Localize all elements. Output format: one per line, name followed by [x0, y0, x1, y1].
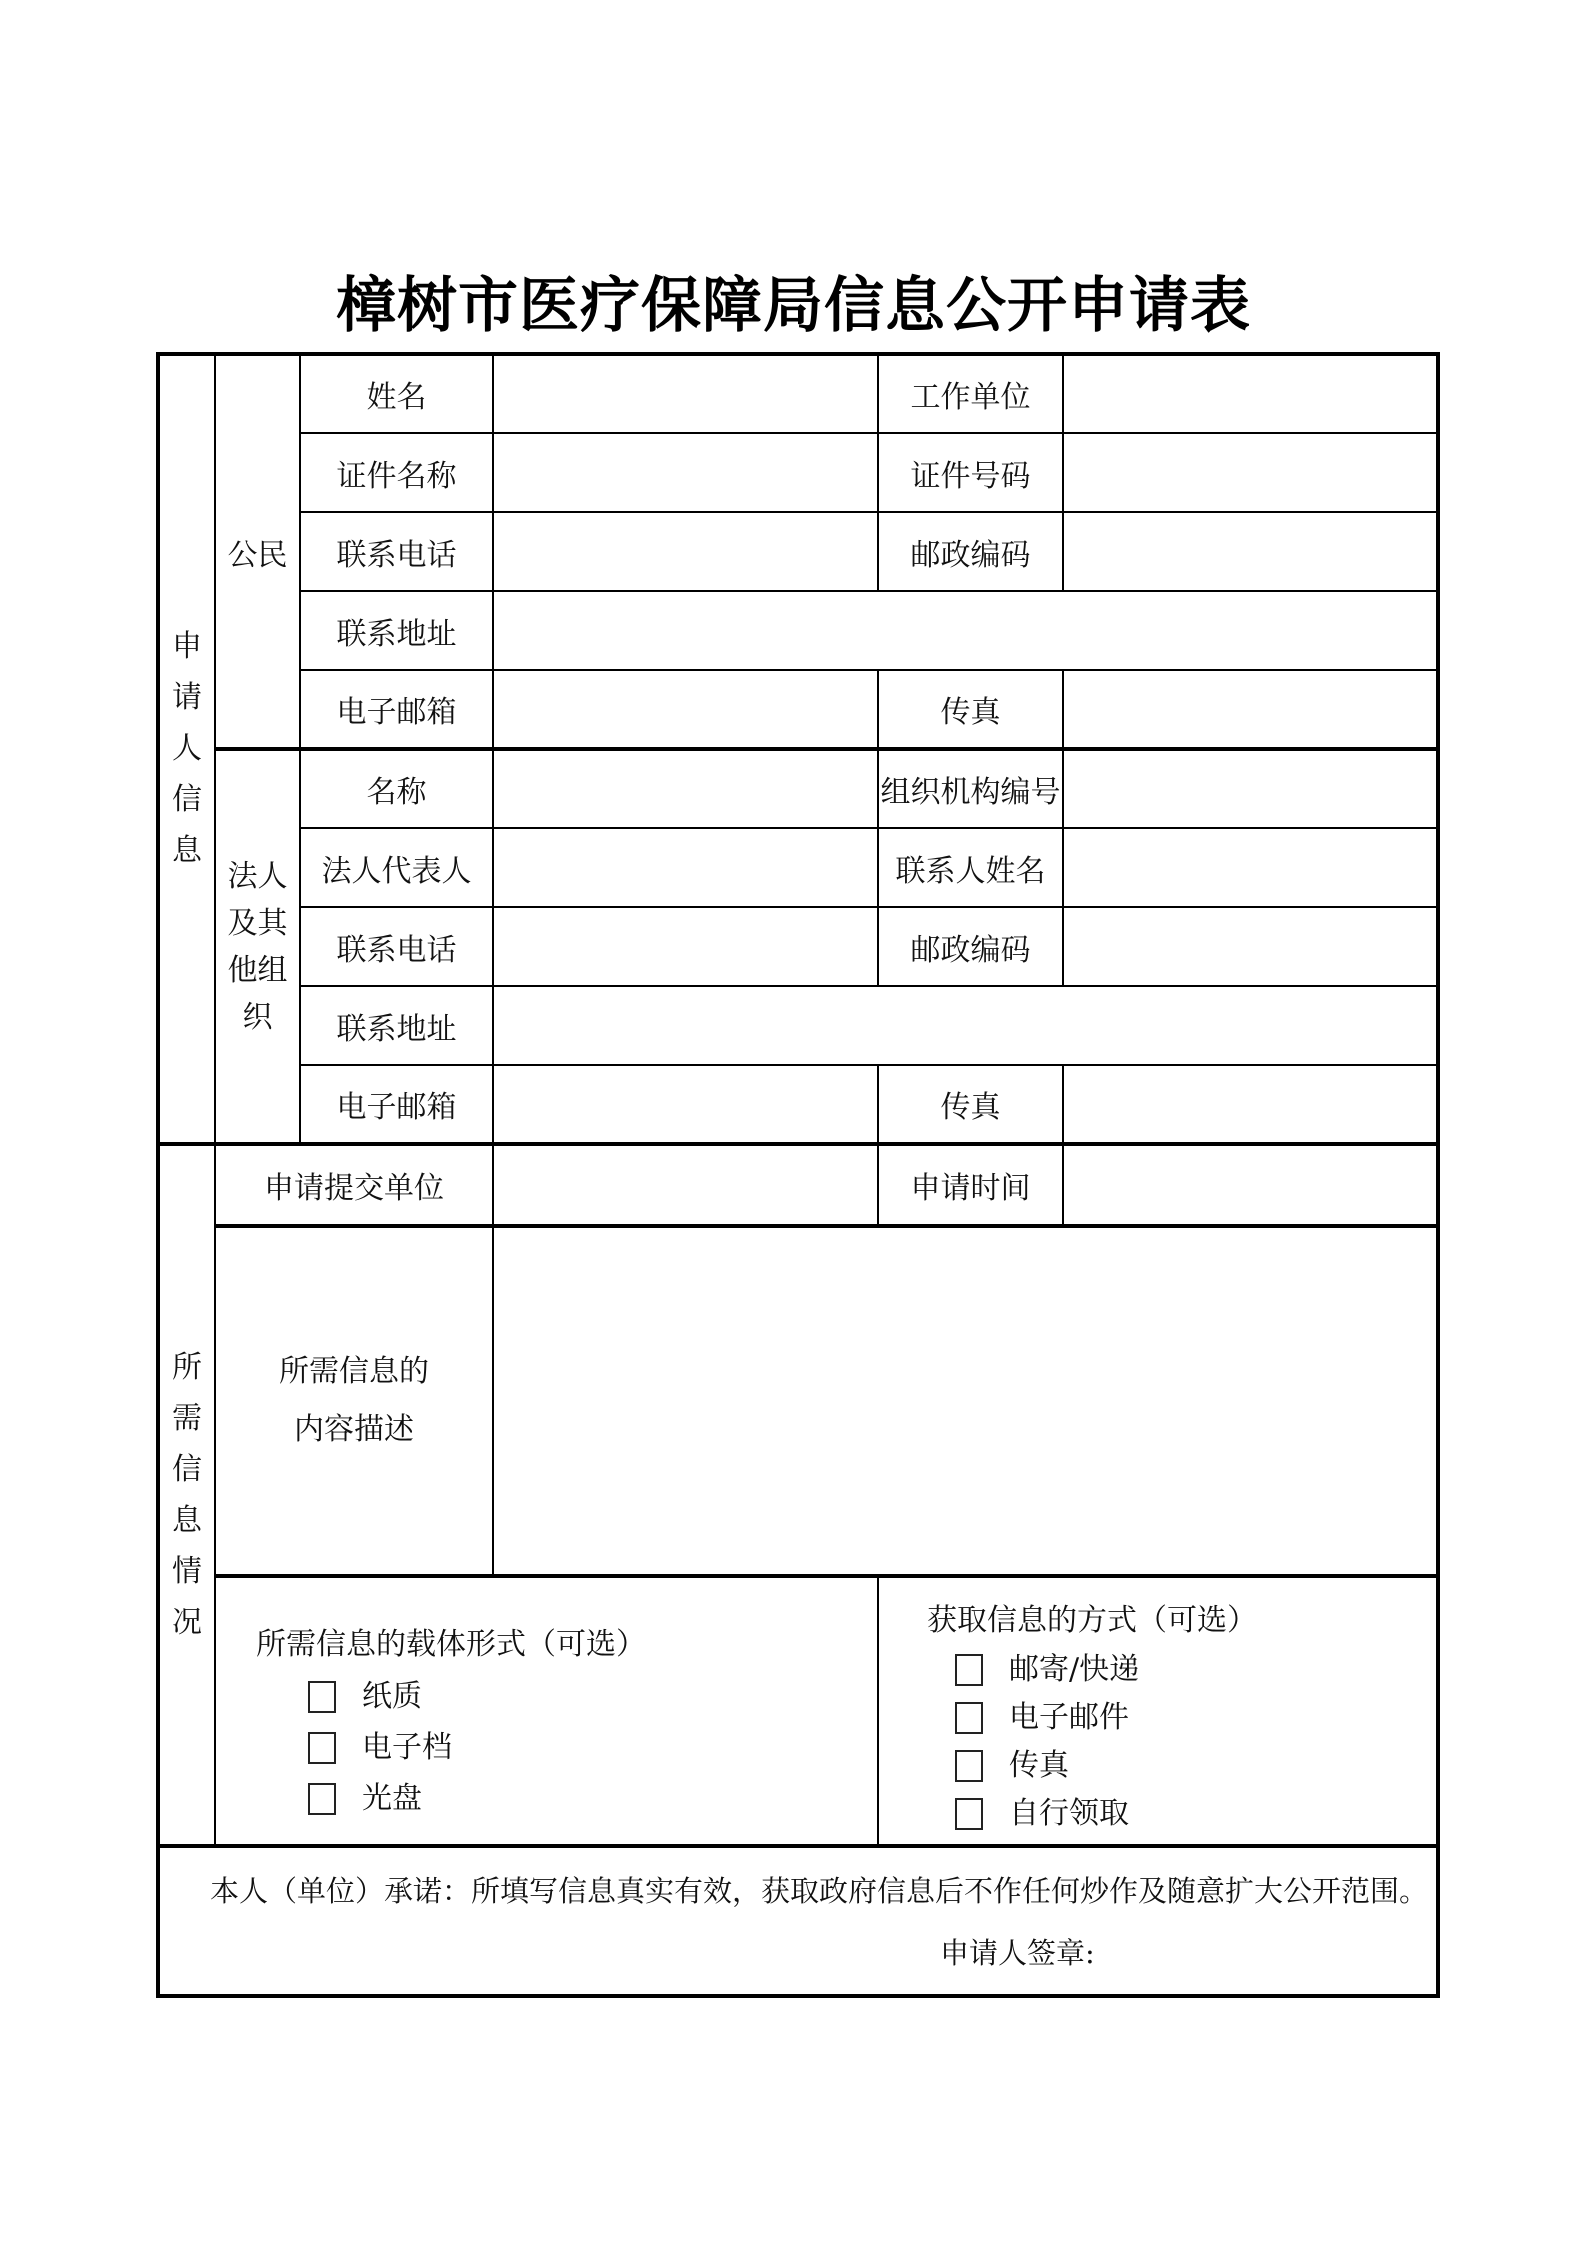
checkbox-label: 传真	[1009, 1748, 1069, 1783]
group-label-legal-org	[215, 749, 300, 1144]
input-legal-org-code[interactable]	[1063, 749, 1438, 828]
field-label-citizen-work-unit: 工作单位	[878, 354, 1063, 433]
form-row	[158, 1226, 1438, 1576]
checkbox-icon[interactable]	[955, 1750, 983, 1782]
form-row	[158, 1065, 1438, 1144]
field-label-citizen-email: 电子邮箱	[300, 670, 493, 749]
input-citizen-fax[interactable]	[1063, 670, 1438, 749]
content-description-label-line: 所需信息的	[279, 1354, 429, 1389]
input-citizen-id-number[interactable]	[1063, 433, 1438, 512]
section-label-requested-info	[158, 1144, 215, 1846]
input-citizen-id-type[interactable]	[493, 433, 878, 512]
field-label-legal-contact-name: 联系人姓名	[878, 828, 1063, 907]
checkbox-option-digital-file[interactable]	[308, 1732, 877, 1764]
form-row	[158, 512, 1438, 591]
content-description-label-line: 内容描述	[294, 1412, 414, 1447]
requested-info-vertical-label: 所 需 信 息 情 况	[172, 1349, 202, 1640]
checkbox-label: 纸质	[362, 1679, 422, 1714]
field-label-citizen-name: 姓名	[300, 354, 493, 433]
checkbox-label: 邮寄/快递	[1009, 1652, 1140, 1687]
input-citizen-name[interactable]	[493, 354, 878, 433]
carrier-format-cell	[215, 1576, 878, 1846]
field-label-citizen-phone: 联系电话	[300, 512, 493, 591]
checkbox-option-paper[interactable]	[308, 1681, 877, 1713]
application-form-table	[156, 352, 1440, 1998]
group-label-legal-org-line: 及其	[227, 905, 288, 941]
field-label-citizen-id-type: 证件名称	[300, 433, 493, 512]
group-label-legal-org-line: 法人	[227, 858, 288, 894]
input-legal-address[interactable]	[493, 986, 1438, 1065]
field-label-legal-org-code: 组织机构编号	[878, 749, 1063, 828]
form-row	[158, 1576, 1438, 1846]
form-row	[158, 354, 1438, 433]
checkbox-option-mail-express[interactable]	[955, 1654, 1436, 1686]
input-citizen-postcode[interactable]	[1063, 512, 1438, 591]
input-legal-representative[interactable]	[493, 828, 878, 907]
form-row	[158, 433, 1438, 512]
input-citizen-email[interactable]	[493, 670, 878, 749]
form-row	[158, 749, 1438, 828]
input-legal-contact-name[interactable]	[1063, 828, 1438, 907]
checkbox-option-fax[interactable]	[955, 1750, 1436, 1782]
field-label-legal-name: 名称	[300, 749, 493, 828]
field-label-citizen-id-number: 证件号码	[878, 433, 1063, 512]
form-row	[158, 591, 1438, 670]
checkbox-label: 电子邮件	[1009, 1700, 1129, 1735]
checkbox-icon[interactable]	[308, 1732, 336, 1764]
form-row	[158, 1144, 1438, 1226]
page-title: 樟树市医疗保障局信息公开申请表	[336, 271, 1251, 341]
checkbox-option-email[interactable]	[955, 1702, 1436, 1734]
checkbox-icon[interactable]	[955, 1798, 983, 1830]
input-legal-postcode[interactable]	[1063, 907, 1438, 986]
carrier-format-heading: 所需信息的载体形式（可选）	[256, 1627, 646, 1662]
checkbox-label: 自行领取	[1009, 1796, 1129, 1831]
checkbox-icon[interactable]	[308, 1783, 336, 1815]
group-label-legal-org-line: 他组	[227, 952, 288, 988]
signature-label: 申请人签章:	[940, 1936, 1095, 1970]
input-legal-fax[interactable]	[1063, 1065, 1438, 1144]
input-apply-time[interactable]	[1063, 1144, 1438, 1226]
field-label-citizen-address: 联系地址	[300, 591, 493, 670]
declaration-cell	[158, 1846, 1438, 1996]
obtain-method-cell	[878, 1576, 1438, 1846]
field-label-legal-email: 电子邮箱	[300, 1065, 493, 1144]
input-citizen-work-unit[interactable]	[1063, 354, 1438, 433]
input-submit-unit[interactable]	[493, 1144, 878, 1226]
form-row	[158, 986, 1438, 1065]
field-label-submit-unit: 申请提交单位	[215, 1144, 493, 1226]
input-citizen-address[interactable]	[493, 591, 1438, 670]
declaration-text: 本人（单位）承诺：所填写信息真实有效，获取政府信息后不作任何炒作及随意扩大公开范围。	[210, 1874, 1429, 1908]
form-row	[158, 670, 1438, 749]
form-row	[158, 1846, 1438, 1996]
checkbox-label: 电子档	[362, 1730, 452, 1765]
field-label-legal-phone: 联系电话	[300, 907, 493, 986]
checkbox-icon[interactable]	[955, 1654, 983, 1686]
field-label-content-description	[215, 1226, 493, 1576]
field-label-legal-representative: 法人代表人	[300, 828, 493, 907]
field-label-citizen-fax: 传真	[878, 670, 1063, 749]
checkbox-option-cd[interactable]	[308, 1783, 877, 1815]
applicant-section-vertical-label: 申 请 人 信 息	[172, 629, 202, 868]
input-legal-name[interactable]	[493, 749, 878, 828]
field-label-legal-postcode: 邮政编码	[878, 907, 1063, 986]
input-legal-phone[interactable]	[493, 907, 878, 986]
checkbox-option-self-pickup[interactable]	[955, 1798, 1436, 1830]
form-row	[158, 828, 1438, 907]
section-label-applicant-info	[158, 354, 215, 1144]
checkbox-icon[interactable]	[955, 1702, 983, 1734]
checkbox-icon[interactable]	[308, 1681, 336, 1713]
group-label-legal-org-line: 织	[242, 999, 273, 1035]
checkbox-label: 光盘	[362, 1781, 422, 1816]
input-citizen-phone[interactable]	[493, 512, 878, 591]
input-content-description[interactable]	[493, 1226, 1438, 1576]
field-label-legal-address: 联系地址	[300, 986, 493, 1065]
field-label-legal-fax: 传真	[878, 1065, 1063, 1144]
group-label-citizen: 公民	[215, 354, 300, 749]
field-label-citizen-postcode: 邮政编码	[878, 512, 1063, 591]
form-row	[158, 907, 1438, 986]
field-label-apply-time: 申请时间	[878, 1144, 1063, 1226]
obtain-method-heading: 获取信息的方式（可选）	[927, 1603, 1257, 1638]
input-legal-email[interactable]	[493, 1065, 878, 1144]
